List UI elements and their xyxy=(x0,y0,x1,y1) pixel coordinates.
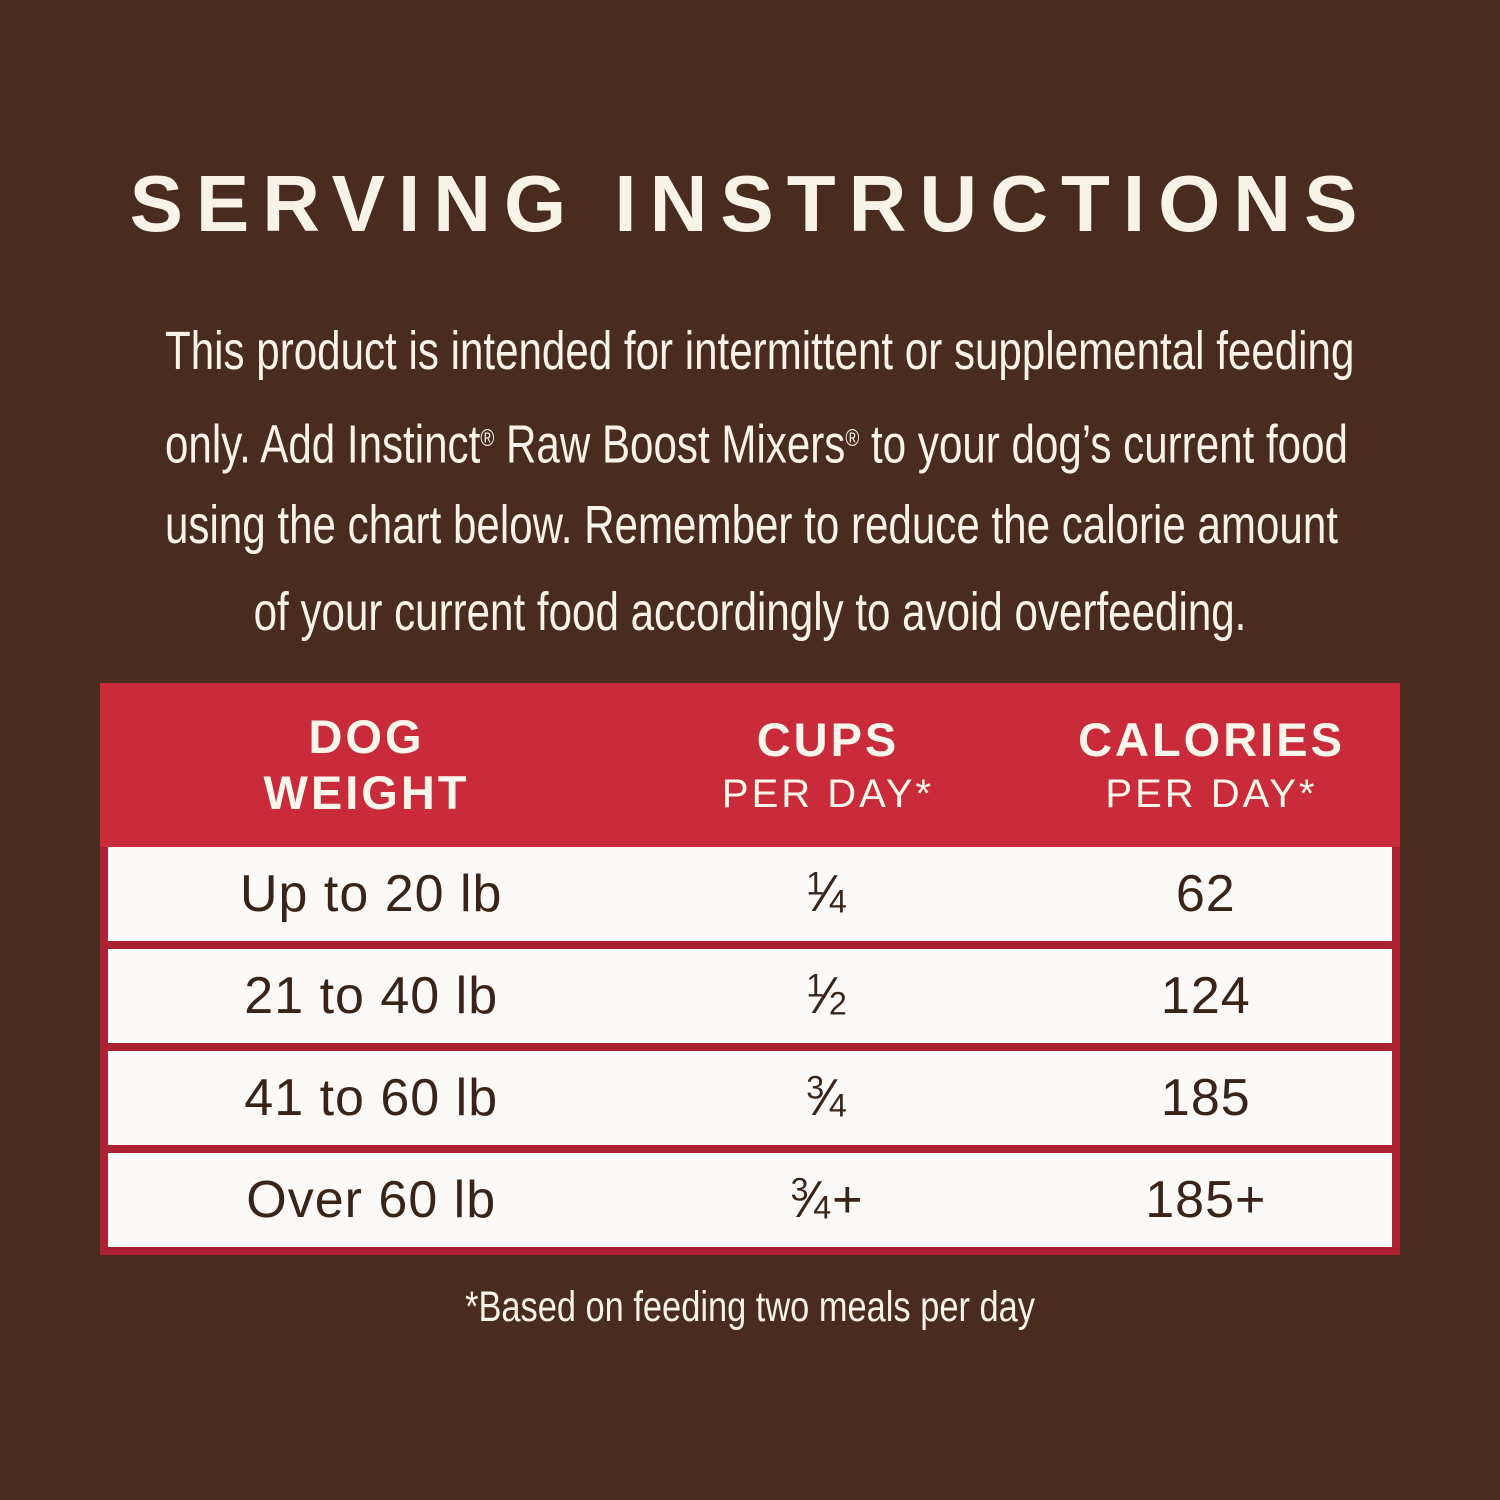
header-dog-line: DOG xyxy=(308,710,425,763)
table-body xyxy=(100,847,1400,1255)
header-cell-cups xyxy=(633,712,1023,818)
cell-dog-weight: 41 to 60 lb xyxy=(244,1069,499,1127)
cell-cups-per-day: $^3$⁄4 xyxy=(806,1069,848,1127)
header-cups-main: CUPS xyxy=(756,713,900,766)
table-row xyxy=(108,1043,1392,1145)
cell-dog-weight: 21 to 40 lb xyxy=(244,967,499,1025)
table-row xyxy=(108,1145,1392,1247)
header-cell-dog-weight xyxy=(100,709,633,821)
table-row xyxy=(108,847,1392,941)
cell-dog-weight: Over 60 lb xyxy=(246,1171,497,1229)
table-footnote: *Based on feeding two meals per day xyxy=(465,1283,1035,1331)
intro-line: of your current food accordingly to avoid overfeeding. xyxy=(253,582,1247,642)
header-weight-line: WEIGHT xyxy=(263,766,470,819)
header-calories-sub: PER DAY* xyxy=(1105,772,1318,816)
cell-cups-per-day: $^1$⁄4 xyxy=(806,865,848,923)
cell-dog-weight: Up to 20 lb xyxy=(239,865,503,923)
page-title: SERVING INSTRUCTIONS xyxy=(129,159,1371,248)
cell-calories-per-day: 185 xyxy=(1160,1069,1251,1127)
serving-table xyxy=(100,683,1400,1255)
cell-calories-per-day: 124 xyxy=(1160,967,1251,1025)
cell-cups-per-day: $^1$⁄2 xyxy=(806,967,848,1025)
intro-line: only. Add Instinct® Raw Boost Mixers® to your dog’s current food xyxy=(165,414,1348,475)
header-cups-sub: PER DAY* xyxy=(721,772,935,816)
cell-calories-per-day: 62 xyxy=(1175,865,1236,923)
table-header xyxy=(100,683,1400,847)
cell-calories-per-day: 185+ xyxy=(1145,1171,1267,1229)
table-row xyxy=(108,941,1392,1043)
intro-paragraph xyxy=(0,308,1500,656)
header-calories-main: CALORIES xyxy=(1078,713,1345,766)
intro-line: This product is intended for intermittent or supplemental feeding xyxy=(165,321,1355,381)
header-cell-calories xyxy=(1023,712,1400,818)
cell-cups-per-day: $^3$⁄4+ xyxy=(790,1171,864,1229)
intro-line: using the chart below. Remember to reduce the calorie amount xyxy=(165,495,1338,555)
